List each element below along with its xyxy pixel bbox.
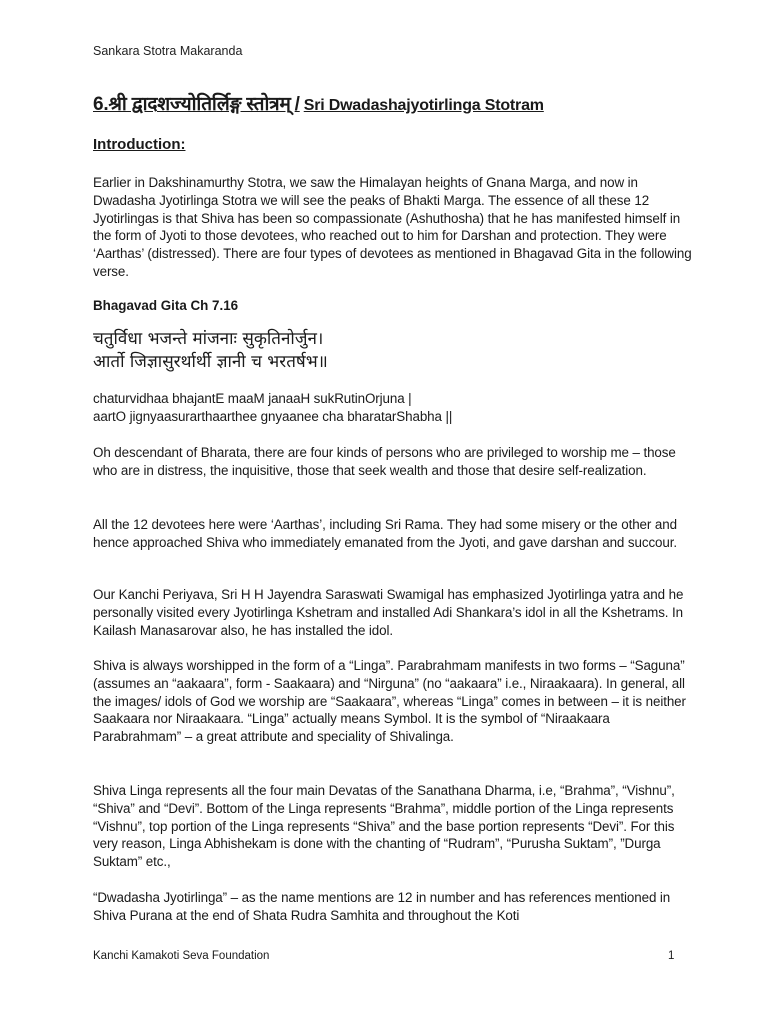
paragraph-periyava-text: Our Kanchi Periyava, Sri H H Jayendra Saraswati Swamigal has emphasized Jyotirlinga yatra and he personally visited every Jyotirlinga Kshetram and installed Adi Shankara’s idol in all the Kshetrams. In Kailash Manasarovar also, he has installed the idol. [93,587,684,638]
title-sanskrit: 6.श्री द्वादशज्योतिर्लिङ्ग स्तोत्रम् [93,94,291,115]
verse-sanskrit-line-1: चतुर्विधा भजन्ते मांजनाः सुकृतिनोर्जुन। [93,329,324,349]
title-english: Sri Dwadashajyotirlinga Stotram [303,97,544,114]
footer-page-number: 1 [668,950,675,962]
paragraph-aarthas [93,516,693,552]
verse-sanskrit-line-2: आर्तो जिज्ञासुरर्थार्थी ज्ञानी च भरतर्षभ॥ [93,352,328,372]
paragraph-devatas [93,782,693,871]
title-separator: / [294,94,300,115]
paragraph-linga [93,657,693,746]
paragraph-meaning [93,444,693,480]
introduction-heading: Introduction: [93,136,186,153]
footer-organization: Kanchi Kamakoti Seva Foundation [93,950,270,962]
verse-sanskrit [93,328,328,374]
verse-translit-line-1: chaturvidhaa bhajantE maaM janaaH sukRutinOrjuna | [93,391,412,406]
page-title [93,90,544,116]
paragraph-intro-text: Earlier in Dakshinamurthy Stotra, we saw the Himalayan heights of Gnana Marga, and now in Dwadasha Jyotirlinga Stotra we will see the peaks of Bhakti Marga. The essence of all these 12 Jyotirlingas is that Shiva has been so compassionate (Ashuthosha) that he has manifested himself in the form of Jyoti to those devotees, who reached out to him for Darshan and protection. They were ‘Aarthas’ (distressed). There are four types of devotees as mentioned in Bhagavad Gita in the following verse. [93,175,692,279]
paragraph-linga-text: Shiva is always worshipped in the form of a “Linga”. Parabrahmam manifests in two forms – “Saguna” (assumes an “aakaara”, form - Saakaara) and “Nirguna” (no “aakaara” i.e., Niraakaara). In general, all the images/ idols of God we worship are “Saakaara”, whereas “Linga” comes in between – it is neither Saakaara nor Niraakaara. “Linga” actually means Symbol. It is the symbol of “Niraakaara Parabrahmam” – a great attribute and speciality of Shivalinga. [93,658,686,745]
paragraph-devatas-text: Shiva Linga represents all the four main Devatas of the Sanathana Dharma, i.e, “Brahma”, “Vishnu”, “Shiva” and “Devi”. Bottom of the Linga represents “Brahma”, middle portion of the Linga represents “Vishnu”, top portion of the Linga represents “Shiva” and the base portion represents “Devi”. For this very reason, Linga Abhishekam is done with the chanting of “Rudram”, “Purusha Suktam”, ”Durga Suktam” etc., [93,783,675,870]
verse-transliteration [93,390,452,426]
paragraph-dwadasha-text: “Dwadasha Jyotirlinga” – as the name mentions are 12 in number and has references mentioned in Shiva Purana at the end of Shata Rudra Samhita and throughout the Koti [93,890,671,923]
paragraph-dwadasha [93,889,693,925]
paragraph-meaning-text: Oh descendant of Bharata, there are four kinds of persons who are privileged to worship me – those who are in distress, the inquisitive, those that seek wealth and those that desire self-realization. [93,445,676,478]
paragraph-periyava [93,586,693,639]
paragraph-intro [93,174,693,281]
paragraph-aarthas-text: All the 12 devotees here were ‘Aarthas’, including Sri Rama. They had some misery or the other and hence approached Shiva who immediately emanated from the Jyoti, and gave darshan and succour. [93,517,677,550]
verse-translit-line-2: aartO jignyaasurarthaarthee gnyaanee cha bharatarShabha || [93,409,453,424]
verse-reference: Bhagavad Gita Ch 7.16 [93,298,239,313]
running-header: Sankara Stotra Makaranda [93,44,243,58]
